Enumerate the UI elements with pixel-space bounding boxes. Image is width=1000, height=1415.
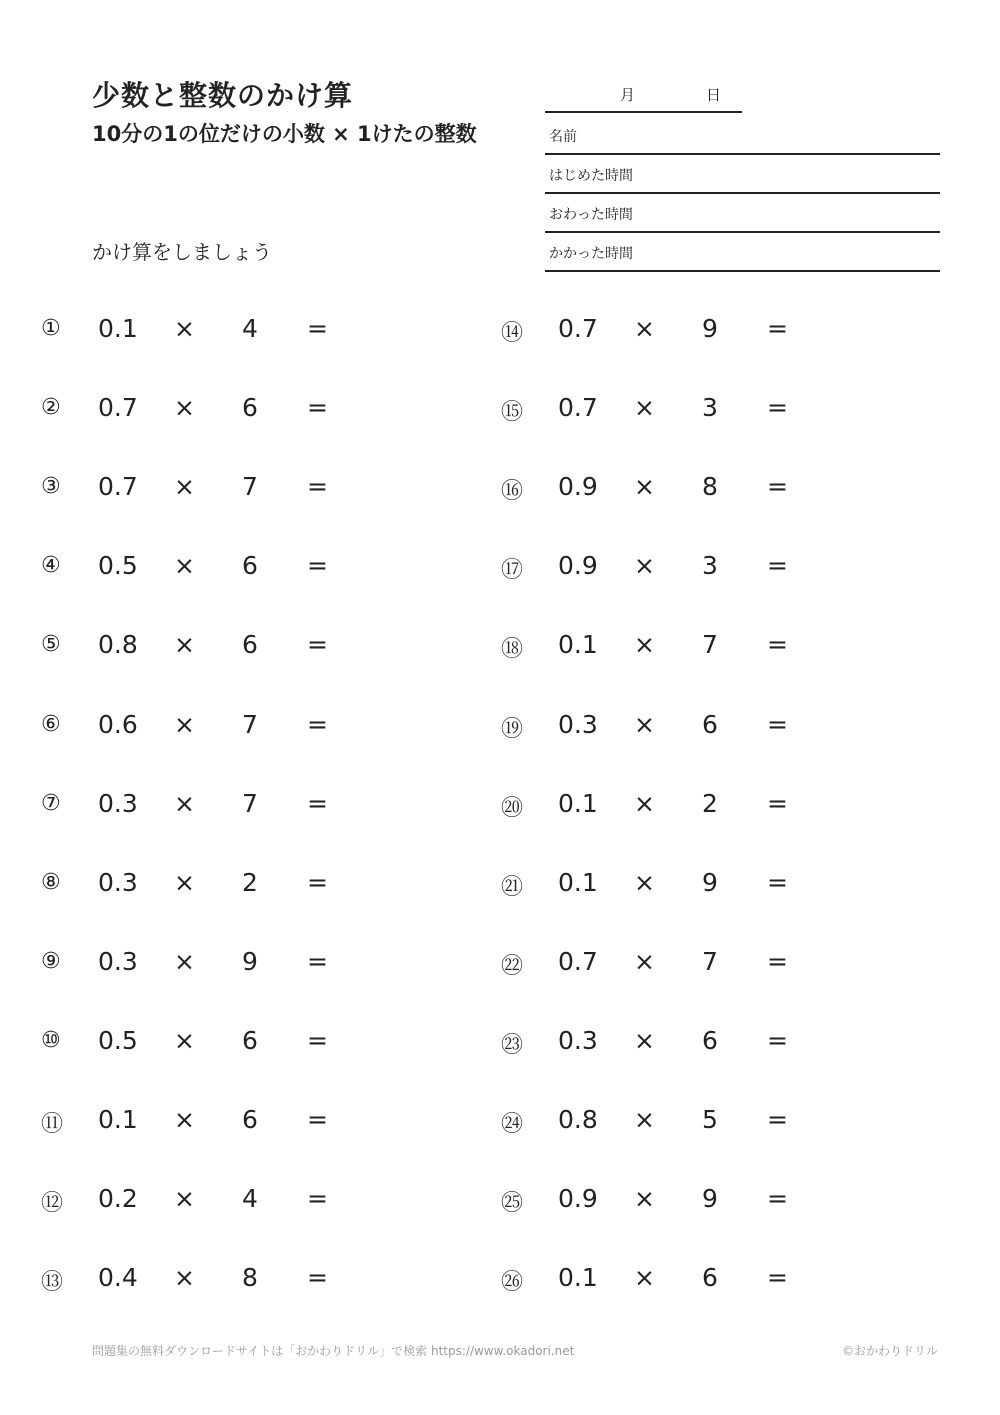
date-line	[545, 111, 742, 113]
multiply-sign: ×	[174, 710, 195, 739]
multiply-sign: ×	[174, 630, 195, 659]
month-label: 月	[620, 86, 636, 104]
problem-number: ③	[41, 474, 61, 499]
equals-sign: =	[767, 789, 788, 818]
equals-sign: =	[767, 1263, 788, 1292]
integer-operand: 3	[702, 551, 718, 580]
multiply-sign: ×	[634, 472, 655, 501]
equals-sign: =	[767, 947, 788, 976]
problem-number: ⑮	[501, 400, 524, 425]
decimal-operand: 0.1	[558, 1263, 598, 1292]
integer-operand: 6	[242, 1026, 258, 1055]
integer-operand: 6	[702, 1026, 718, 1055]
duration-field[interactable]	[545, 233, 940, 272]
decimal-operand: 0.1	[558, 630, 598, 659]
integer-operand: 7	[702, 947, 718, 976]
problem-number: ⑫	[41, 1191, 64, 1216]
problem-number: ㉔	[501, 1112, 524, 1137]
problem-number: ㉒	[501, 954, 524, 979]
integer-operand: 9	[702, 1184, 718, 1213]
problem-number: ⑪	[41, 1112, 64, 1137]
name-label: 名前	[549, 129, 577, 145]
multiply-sign: ×	[174, 314, 195, 343]
multiply-sign: ×	[174, 947, 195, 976]
multiply-sign: ×	[174, 1105, 195, 1134]
decimal-operand: 0.7	[558, 314, 598, 343]
problem-number: ⑳	[501, 796, 524, 821]
equals-sign: =	[307, 1263, 328, 1292]
multiply-sign: ×	[634, 393, 655, 422]
integer-operand: 6	[242, 1105, 258, 1134]
problem-number: ⑬	[41, 1270, 64, 1295]
worksheet-subtitle: 10分の1の位だけの小数 × 1けたの整数	[92, 122, 477, 146]
copyright: ©おかわりドリル	[841, 1344, 938, 1358]
problem-number: ⑧	[41, 870, 61, 895]
multiply-sign: ×	[634, 789, 655, 818]
multiply-sign: ×	[634, 1263, 655, 1292]
decimal-operand: 0.3	[558, 1026, 598, 1055]
equals-sign: =	[307, 1105, 328, 1134]
integer-operand: 6	[702, 1263, 718, 1292]
multiply-sign: ×	[174, 393, 195, 422]
multiply-sign: ×	[174, 789, 195, 818]
decimal-operand: 0.7	[98, 393, 138, 422]
decimal-operand: 0.7	[558, 947, 598, 976]
equals-sign: =	[307, 1026, 328, 1055]
integer-operand: 7	[242, 472, 258, 501]
decimal-operand: 0.1	[98, 314, 138, 343]
integer-operand: 9	[242, 947, 258, 976]
decimal-operand: 0.8	[98, 630, 138, 659]
equals-sign: =	[767, 630, 788, 659]
multiply-sign: ×	[634, 630, 655, 659]
decimal-operand: 0.5	[98, 1026, 138, 1055]
equals-sign: =	[307, 1184, 328, 1213]
equals-sign: =	[767, 314, 788, 343]
multiply-sign: ×	[634, 551, 655, 580]
decimal-operand: 0.1	[558, 789, 598, 818]
equals-sign: =	[307, 551, 328, 580]
problem-number: ④	[41, 553, 61, 578]
integer-operand: 3	[702, 393, 718, 422]
decimal-operand: 0.9	[558, 1184, 598, 1213]
decimal-operand: 0.3	[98, 789, 138, 818]
multiply-sign: ×	[174, 1026, 195, 1055]
problem-number: ①	[41, 316, 61, 341]
problem-number: ⑨	[41, 949, 61, 974]
multiply-sign: ×	[634, 868, 655, 897]
equals-sign: =	[307, 630, 328, 659]
instruction-text: かけ算をしましょう	[92, 240, 272, 264]
equals-sign: =	[307, 868, 328, 897]
equals-sign: =	[307, 947, 328, 976]
problem-number: ⑦	[41, 791, 61, 816]
multiply-sign: ×	[174, 1184, 195, 1213]
problem-number: ②	[41, 395, 61, 420]
decimal-operand: 0.1	[558, 868, 598, 897]
problem-number: ⑥	[41, 712, 61, 737]
problem-number: ⑩	[41, 1028, 61, 1053]
footer-note: 問題集の無料ダウンロードサイトは「おかわりドリル」で検索 https://www.okadori.net	[92, 1344, 575, 1358]
decimal-operand: 0.7	[98, 472, 138, 501]
problem-number: ⑰	[501, 558, 524, 583]
integer-operand: 5	[702, 1105, 718, 1134]
decimal-operand: 0.3	[558, 710, 598, 739]
end-time-field[interactable]	[545, 194, 940, 233]
integer-operand: 7	[242, 710, 258, 739]
equals-sign: =	[307, 789, 328, 818]
day-label: 日	[706, 86, 722, 104]
problem-number: ⑲	[501, 717, 524, 742]
problem-number: ⑯	[501, 479, 524, 504]
integer-operand: 7	[702, 630, 718, 659]
problem-number: ㉖	[501, 1270, 524, 1295]
decimal-operand: 0.3	[98, 947, 138, 976]
problem-number: ⑱	[501, 637, 524, 662]
equals-sign: =	[767, 393, 788, 422]
integer-operand: 8	[702, 472, 718, 501]
multiply-sign: ×	[174, 472, 195, 501]
decimal-operand: 0.9	[558, 472, 598, 501]
integer-operand: 2	[242, 868, 258, 897]
equals-sign: =	[767, 1184, 788, 1213]
multiply-sign: ×	[634, 947, 655, 976]
equals-sign: =	[767, 1105, 788, 1134]
decimal-operand: 0.8	[558, 1105, 598, 1134]
problem-number: ⑤	[41, 632, 61, 657]
decimal-operand: 0.4	[98, 1263, 138, 1292]
decimal-operand: 0.2	[98, 1184, 138, 1213]
multiply-sign: ×	[634, 710, 655, 739]
equals-sign: =	[767, 551, 788, 580]
multiply-sign: ×	[174, 551, 195, 580]
equals-sign: =	[767, 868, 788, 897]
equals-sign: =	[307, 472, 328, 501]
integer-operand: 9	[702, 314, 718, 343]
equals-sign: =	[767, 472, 788, 501]
problem-number: ㉓	[501, 1033, 524, 1058]
integer-operand: 6	[242, 630, 258, 659]
integer-operand: 6	[702, 710, 718, 739]
decimal-operand: 0.6	[98, 710, 138, 739]
multiply-sign: ×	[634, 1184, 655, 1213]
problem-number: ㉕	[501, 1191, 524, 1216]
integer-operand: 7	[242, 789, 258, 818]
integer-operand: 4	[242, 314, 258, 343]
equals-sign: =	[307, 393, 328, 422]
start-time-field[interactable]	[545, 155, 940, 194]
decimal-operand: 0.1	[98, 1105, 138, 1134]
worksheet-title: 少数と整数のかけ算	[92, 79, 354, 112]
equals-sign: =	[307, 314, 328, 343]
decimal-operand: 0.9	[558, 551, 598, 580]
name-field[interactable]	[545, 116, 940, 155]
multiply-sign: ×	[174, 868, 195, 897]
integer-operand: 6	[242, 551, 258, 580]
multiply-sign: ×	[634, 314, 655, 343]
integer-operand: 4	[242, 1184, 258, 1213]
equals-sign: =	[767, 1026, 788, 1055]
problem-number: ⑭	[501, 321, 524, 346]
end-time-label: おわった時間	[549, 207, 633, 223]
integer-operand: 6	[242, 393, 258, 422]
integer-operand: 8	[242, 1263, 258, 1292]
integer-operand: 9	[702, 868, 718, 897]
duration-label: かかった時間	[549, 246, 633, 262]
equals-sign: =	[307, 710, 328, 739]
multiply-sign: ×	[634, 1026, 655, 1055]
problem-number: ㉑	[501, 875, 524, 900]
multiply-sign: ×	[634, 1105, 655, 1134]
decimal-operand: 0.5	[98, 551, 138, 580]
decimal-operand: 0.3	[98, 868, 138, 897]
decimal-operand: 0.7	[558, 393, 598, 422]
integer-operand: 2	[702, 789, 718, 818]
equals-sign: =	[767, 710, 788, 739]
multiply-sign: ×	[174, 1263, 195, 1292]
start-time-label: はじめた時間	[549, 168, 633, 184]
